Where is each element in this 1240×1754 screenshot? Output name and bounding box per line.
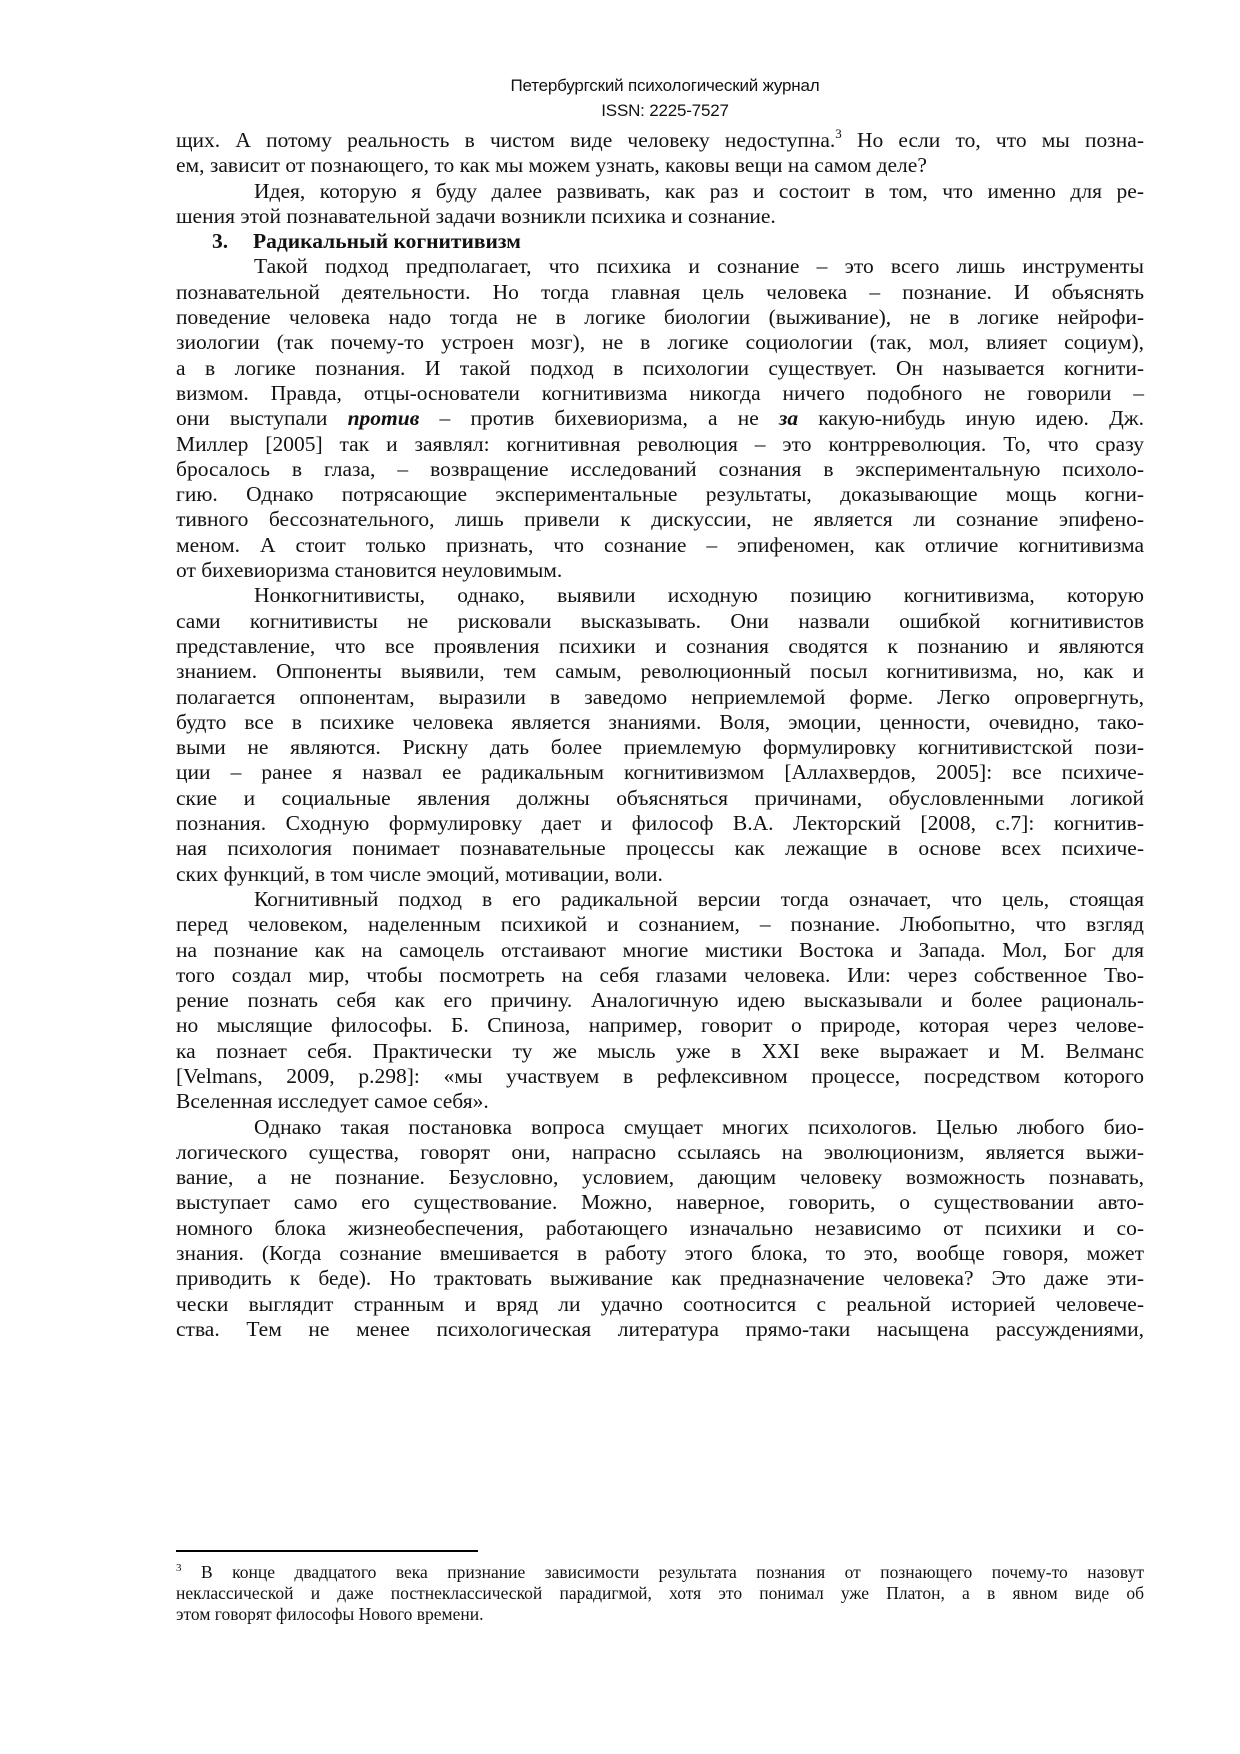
text-line: [Velmans, 2009, p.298]: «мы участвуем в рефлексивном процессе, посредством которого [176, 1063, 1144, 1088]
text-line: ем, зависит от познающего, то как мы можем узнать, каковы вещи на самом деле? [176, 153, 927, 178]
text-line: логического существа, говорят они, напрасно ссылаясь на эволюционизм, является выжи- [176, 1139, 1144, 1164]
text-line: Такой подход предполагает, что психика и сознание – это всего лишь инструменты [254, 254, 1144, 279]
journal-title: Петербургский психологический журнал [510, 76, 820, 95]
issn: ISSN: 2225-7527 [601, 101, 729, 120]
text-line: знания. (Когда сознание вмешивается в работу этого блока, то это, вообще говоря, может [176, 1241, 1144, 1266]
footnote-marker: 3 [176, 1562, 182, 1574]
text-line: познавательной деятельности. Но тогда главная цель человека – познание. И объяснять [176, 279, 1144, 304]
text-line: перед человеком, наделенным психикой и сознанием, – познание. Любопытно, что взгляд [176, 912, 1144, 937]
article-body [176, 128, 1144, 1342]
text-line: зиологии (так почему-то устроен мозг), не в логике социологии (так, мол, влияет социум), [176, 330, 1144, 355]
text-line: ка познает себя. Практически ту же мысль уже в XXI веке выражает и М. Велманс [176, 1038, 1144, 1063]
text-line: они выступали против – против бихевиоризма, а не за какую-нибудь иную идею. Дж. [176, 406, 1144, 431]
text-line: Вселенная исследует самое себя». [176, 1089, 489, 1114]
emphasis: за [778, 406, 799, 431]
text-line: тивного бессознательного, лишь привели к дискуссии, не является ли сознание эпифено- [176, 507, 1144, 532]
text-line: номного блока жизнеобеспечения, работающего изначально независимо от психики и со- [176, 1215, 1144, 1240]
text-line: Когнитивный подход в его радикальной версии тогда означает, что цель, стоящая [254, 886, 1144, 911]
text-line: меном. А стоит только признать, что сознание – эпифеномен, как отличие когнитивизма [176, 532, 1144, 557]
text-line: представление, что все проявления психики и сознания сводятся к познанию и являются [176, 633, 1144, 658]
text-line: будто все в психике человека является знаниями. Воля, эмоции, ценности, очевидно, тако- [176, 709, 1144, 734]
footnote [176, 1562, 1144, 1625]
text-line: ские и социальные явления должны объясняться причинами, обусловленными логикой [176, 785, 1144, 810]
text-line: знанием. Оппоненты выявили, тем самым, революционный посыл когнитивизма, но, как и [176, 659, 1144, 684]
text-line: рение познать себя как его причину. Аналогичную идею высказывали и более рациональ- [176, 988, 1144, 1013]
footnote-line: $^3$ В конце двадцатого века признание зависимости результата познания от познающего почему-то назовут [176, 1562, 1144, 1582]
text-line: ции – ранее я назвал ее радикальным когнитивизмом [Аллахвердов, 2005]: все психиче- [176, 760, 1144, 785]
text-line: на познание как на самоцель отстаивают многие мистики Востока и Запада. Мол, Бог для [176, 937, 1144, 962]
text-line: выми не являются. Рискну дать более приемлемую формулировку когнитивистской пози- [176, 735, 1144, 760]
footnote-line: этом говорят философы Нового времени. [176, 1604, 484, 1624]
text-line: шения этой познавательной задачи возникли психика и сознание. [176, 203, 776, 228]
emphasis: против [347, 406, 420, 431]
text-line: выступает само его существование. Можно, наверное, говорить, о существовании авто- [176, 1190, 1144, 1215]
text-line: бросалось в глаза, – возвращение исследований сознания в экспериментальную психоло- [176, 456, 1144, 481]
text-line: ная психология понимает познавательные процессы как лежащие в основе всех психиче- [176, 836, 1144, 861]
text-line: того создал мир, чтобы посмотреть на себя глазами человека. Или: через собственное Тво- [176, 962, 1144, 987]
section-number: 3. [212, 229, 229, 254]
text-line: сами когнитивисты не рисковали высказывать. Они назвали ошибкой когнитивистов [176, 608, 1144, 633]
text-line: щих. А потому реальность в чистом виде человеку недоступна.$^3$ Но если то, что мы позна- [176, 126, 1144, 152]
section-title: Радикальный когнитивизм [253, 229, 521, 254]
text-line: вание, а не познание. Безусловно, условием, дающим человеку возможность познавать, [176, 1165, 1144, 1190]
text-line: гию. Однако потрясающие экспериментальные результаты, доказывающие мощь когни- [176, 482, 1144, 507]
footnote-line: неклассической и даже постнеклассической парадигмой, хотя это понимал уже Платон, а в явном виде об [176, 1583, 1144, 1603]
text-line: приводить к беде). Но трактовать выживание как предназначение человека? Это даже эти- [176, 1266, 1144, 1291]
section-heading [176, 229, 1144, 254]
text-line: познания. Сходную формулировку дает и философ В.А. Лекторский [2008, с.7]: когнитив- [176, 811, 1144, 836]
text-line: но мыслящие философы. Б. Спиноза, например, говорит о природе, которая через челове- [176, 1013, 1144, 1038]
text-line: ских функций, в том числе эмоций, мотивации, воли. [176, 861, 663, 886]
text-line: визмом. Правда, отцы-основатели когнитивизма никогда ничего подобного не говорили – [176, 380, 1144, 405]
text-line: полагается оппонентам, выразили в заведомо неприемлемой форме. Легко опровергнуть, [176, 684, 1144, 709]
text-line: поведение человека надо тогда не в логике биологии (выживание), не в логике нейрофи- [176, 305, 1144, 330]
text-line: чески выглядит странным и вряд ли удачно соотносится с реальной историей человече- [176, 1291, 1144, 1316]
footnote-ref[interactable]: 3 [835, 126, 842, 141]
text-line: ства. Тем не менее психологическая литература прямо-таки насыщена рассуждениями, [176, 1316, 1144, 1341]
text-line: Миллер [2005] так и заявлял: когнитивная революция – это контрреволюция. То, что сразу [176, 431, 1144, 456]
text-line: Нонкогнитивисты, однако, выявили исходную позицию когнитивизма, которую [254, 583, 1144, 608]
text-line: от бихевиоризма становится неуловимым. [176, 558, 563, 583]
footnote-separator [176, 1550, 478, 1552]
text-line: а в логике познания. И такой подход в психологии существует. Он называется когнити- [176, 355, 1144, 380]
text-line: Идея, которую я буду далее развивать, как раз и состоит в том, что именно для ре- [254, 178, 1144, 203]
text-line: Однако такая постановка вопроса смущает многих психологов. Целью любого био- [254, 1114, 1144, 1139]
